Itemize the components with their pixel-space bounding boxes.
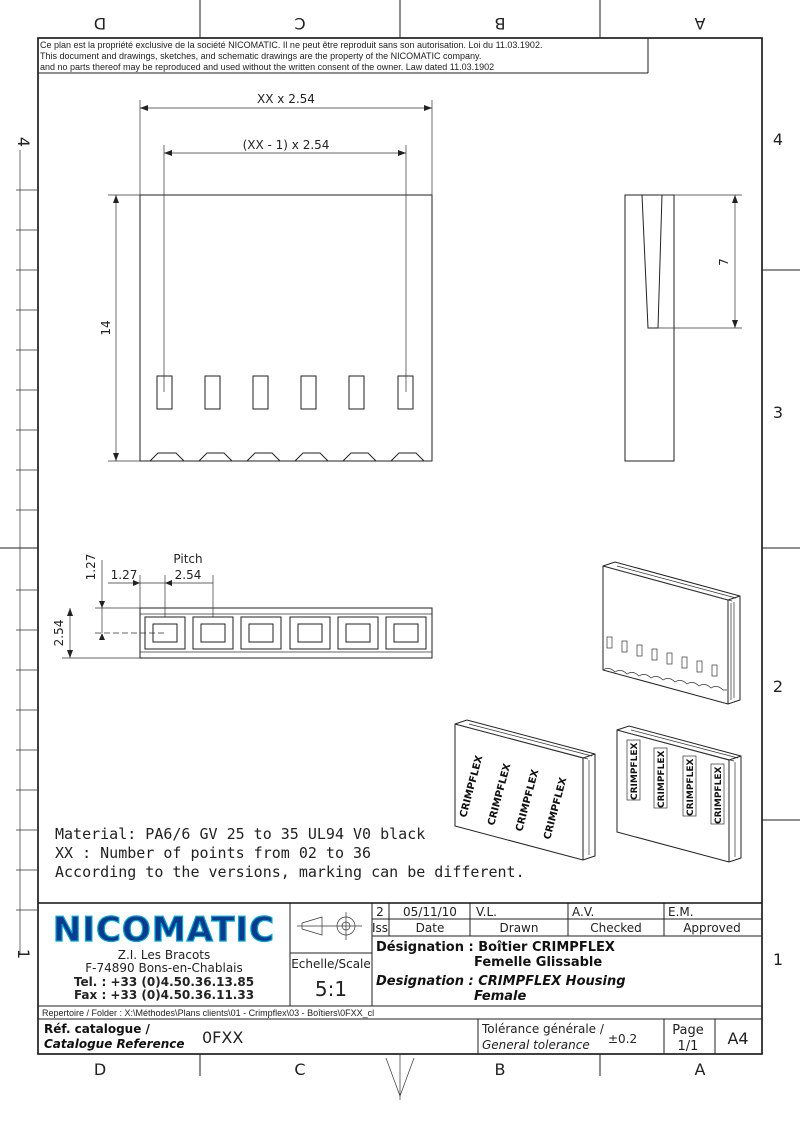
page-label: Page <box>672 1023 704 1038</box>
scale-label: Echelle/Scale <box>291 957 371 971</box>
dim-height: 14 <box>99 320 113 336</box>
rev-checked-value: A.V. <box>572 905 595 919</box>
dim-overall-width: XX x 2.54 <box>257 92 315 106</box>
zone-bottom-a: A <box>694 1060 706 1079</box>
tolerance-value: ±0.2 <box>608 1032 638 1046</box>
side-view <box>625 195 742 461</box>
dim-offset: 1.27 <box>110 568 138 582</box>
left-ruler <box>16 150 38 955</box>
dim-vertical-offset: 1.27 <box>84 553 98 581</box>
zone-left-1: 1 <box>14 948 33 960</box>
marking-8: CRIMPFLEX <box>714 766 724 824</box>
address-2: F-74890 Bons-en-Chablais <box>85 961 243 975</box>
front-view <box>108 100 432 461</box>
dim-side-depth: 7 <box>717 258 731 266</box>
marking-3: CRIMPFLEX <box>514 768 542 833</box>
nicomatic-logo <box>44 907 284 950</box>
scale-value: 5:1 <box>314 977 348 1001</box>
zone-bottom-c: C <box>294 1060 306 1079</box>
dim-pitch-span: (XX - 1) x 2.54 <box>242 138 330 152</box>
zone-bottom-b: B <box>494 1060 506 1079</box>
dim-pitch-value: 2.54 <box>174 568 202 582</box>
zone-bottom-d: D <box>93 1060 107 1079</box>
copyright-en-2: and no parts thereof may be reproduced and used without the written consent of the owner. Law dated 11.03.1902 <box>40 62 495 72</box>
rev-date-header: Date <box>415 921 445 935</box>
ref-value: 0FXX <box>202 1028 244 1047</box>
iso-view-plain <box>603 562 740 704</box>
zone-top-b: B <box>494 14 506 33</box>
address-1: Z.I. Les Bracots <box>117 948 211 962</box>
ref-label-en: Catalogue Reference <box>44 1037 185 1051</box>
rev-iss-header: Iss <box>371 921 389 935</box>
zone-right-1: 1 <box>772 950 784 969</box>
zone-right-4: 4 <box>772 130 784 149</box>
zone-top-c: C <box>294 14 306 33</box>
tolerance-label-en: General tolerance <box>482 1038 590 1052</box>
ref-label: Réf. catalogue / <box>44 1022 150 1036</box>
rev-iss-value: 2 <box>376 905 384 919</box>
rev-approved-value: E.M. <box>668 905 694 919</box>
designation-fr-2: Femelle Glissable <box>474 955 603 970</box>
copyright-fr: Ce plan est la propriété exclusive de la société NICOMATIC. Il ne peut être reproduit sans son autorisation. Loi du 11.03.1902. <box>40 40 543 50</box>
zone-right-3: 3 <box>772 403 784 422</box>
folder-path: Repertoire / Folder : X:\Méthodes\Plans clients\01 - Crimpflex\03 - Boîtiers\0FXX_cl <box>42 1008 375 1018</box>
marking-5: CRIMPFLEX <box>630 742 640 800</box>
marking-4: CRIMPFLEX <box>542 776 570 841</box>
tolerance-label: Tolérance générale / <box>482 1022 604 1036</box>
marking-6: CRIMPFLEX <box>657 750 667 808</box>
format-value: A4 <box>727 1029 749 1048</box>
zone-top-d: D <box>93 14 107 33</box>
marking-7: CRIMPFLEX <box>686 758 696 816</box>
logo-text: NICOMATIC <box>52 910 276 950</box>
marking-2: CRIMPFLEX <box>486 762 514 827</box>
zone-top-a: A <box>694 14 706 33</box>
page-value: 1/1 <box>677 1039 699 1054</box>
fax: Fax : +33 (0)4.50.36.11.33 <box>73 988 255 1002</box>
marking-1: CRIMPFLEX <box>458 754 486 819</box>
zone-left-4: 4 <box>14 136 33 148</box>
sheet-frame <box>38 38 762 1054</box>
dim-pitch-label: Pitch <box>173 552 203 566</box>
note-material: Material: PA6/6 GV 25 to 35 UL94 V0 black <box>55 825 426 843</box>
rev-checked-header: Checked <box>590 921 642 935</box>
designation-en-2: Female <box>474 989 527 1004</box>
centering-mark <box>386 1054 414 1100</box>
copyright-en-1: This document and drawings, sketches, and schematic drawings are the property of the NICOMATIC company. <box>40 51 482 61</box>
zone-right-2: 2 <box>772 677 784 696</box>
note-points: XX : Number of points from 02 to 36 <box>55 844 372 862</box>
rev-approved-header: Approved <box>683 921 741 935</box>
rev-date-value: 05/11/10 <box>403 905 457 919</box>
designation-en: Designation : CRIMPFLEX Housing <box>376 974 626 989</box>
note-versions: According to the versions, marking can be different. <box>55 863 525 881</box>
phone: Tel. : +33 (0)4.50.36.13.85 <box>73 975 255 989</box>
rev-drawn-header: Drawn <box>499 921 539 935</box>
dim-bottom-height: 2.54 <box>52 619 66 647</box>
rev-drawn-value: V.L. <box>476 905 497 919</box>
designation-fr: Désignation : Boîtier CRIMPFLEX <box>376 940 615 955</box>
